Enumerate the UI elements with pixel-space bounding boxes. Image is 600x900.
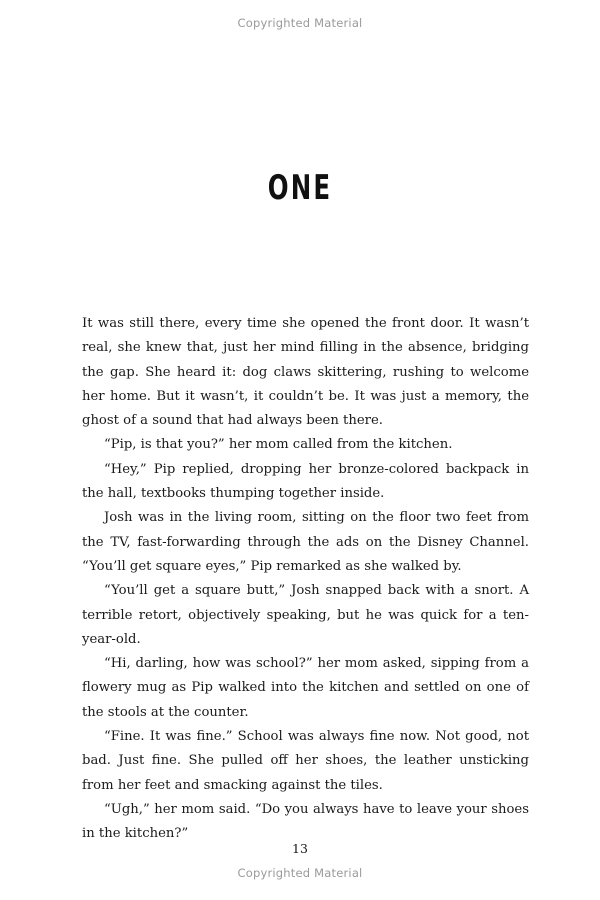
paragraph: “Ugh,” her mom said. “Do you always have to leave your shoes in the kitchen?” [82, 801, 529, 842]
copyright-watermark-top: Copyrighted Material [237, 16, 363, 30]
paragraph: “Hi, darling, how was school?” her mom asked, sipping from a flowery mug as Pip walked into the kitchen and settled on one of the stools at the counter. [82, 656, 529, 720]
page-number: 13 [292, 841, 308, 856]
paragraph: “Fine. It was fine.” School was always fine now. Not good, not bad. Just fine. She pulled off her shoes, the leather unsticking from her feet and smacking against the tiles. [82, 729, 529, 793]
paragraph: Josh was in the living room, sitting on the floor two feet from the TV, fast-forwarding through the ads on the Disney Channel. “You’ll get square eyes,” Pip remarked as she walked by. [82, 510, 529, 574]
chapter-title: ONE [267, 168, 333, 208]
paragraph: “You’ll get a square butt,” Josh snapped back with a snort. A terrible retort, objectively speaking, but he was quick for a ten-year-old. [82, 583, 529, 647]
copyright-watermark-bottom: Copyrighted Material [237, 866, 363, 880]
chapter-body [82, 312, 529, 847]
paragraph: “Hey,” Pip replied, dropping her bronze-colored backpack in the hall, textbooks thumping together inside. [82, 461, 529, 502]
paragraph: It was still there, every time she opened the front door. It wasn’t real, she knew that, just her mind filling in the absence, bridging the gap. She heard it: dog claws skittering, rushing to welcome her home. But it wasn’t, it couldn’t be. It was just a memory, the ghost of a sound that had always been there. [82, 316, 529, 429]
paragraph: “Pip, is that you?” her mom called from the kitchen. [104, 437, 453, 453]
